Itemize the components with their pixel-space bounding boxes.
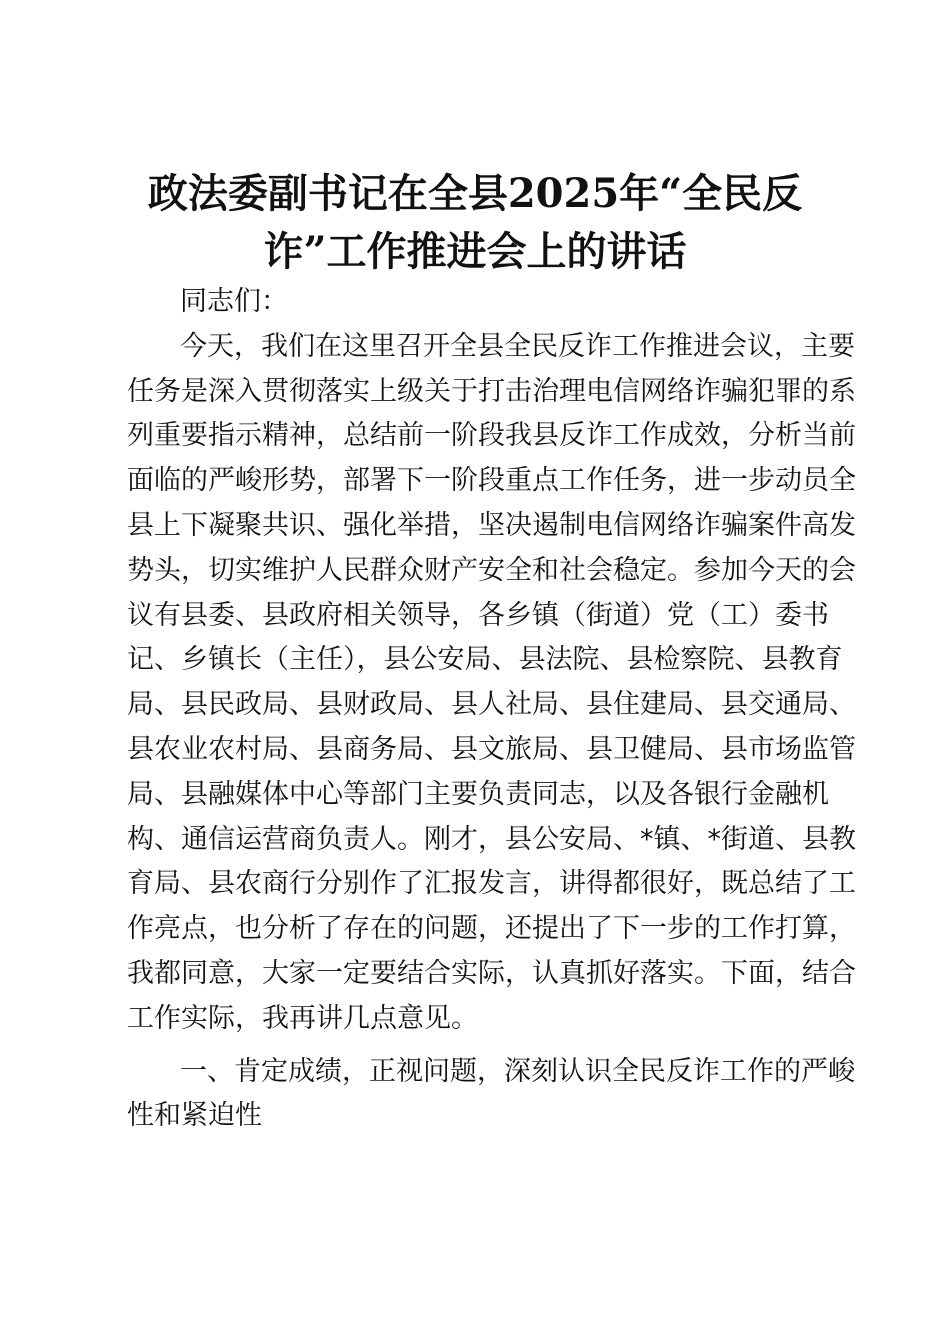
paragraph-line: 局、县融媒体中心等部门主要负责同志，以及各银行金融机 — [127, 778, 829, 810]
title-line: 诈”工作推进会上的讲话 — [263, 228, 687, 275]
paragraph-1 — [127, 325, 856, 1042]
paragraph-line: 议有县委、县政府相关领导，各乡镇（街道）党（工）委书 — [127, 599, 829, 631]
paragraph-gap — [127, 1042, 820, 1050]
paragraph-line: 势头，切实维护人民群众财产安全和社会稳定。参加今天的会 — [127, 554, 856, 586]
paragraph-line: 作亮点，也分析了存在的问题，还提出了下一步的工作打算， — [127, 913, 856, 945]
paragraph-line: 构、通信运营商负责人。刚才，县公安局、*镇、*街道、县教 — [127, 823, 856, 855]
salutation: 同志们： — [180, 286, 288, 317]
paragraph-line: 今天，我们在这里召开全县全民反诈工作推进会议，主要 — [180, 330, 855, 362]
paragraph-line: 记、乡镇长（主任），县公安局、县法院、县检察院、县教育 — [127, 644, 843, 676]
document-body — [127, 280, 856, 1139]
paragraph-line: 工作实际，我再讲几点意见。 — [127, 1002, 478, 1034]
paragraph-line: 任务是深入贯彻落实上级关于打击治理电信网络诈骗犯罪的系 — [127, 375, 856, 407]
section-1-heading — [127, 1050, 855, 1140]
paragraph-line: 我都同意，大家一定要结合实际，认真抓好落实。下面，结合 — [127, 957, 856, 989]
paragraph-line: 列重要指示精神，总结前一阶段我县反诈工作成效，分析当前 — [127, 420, 856, 452]
document-title — [110, 165, 840, 281]
paragraph-line: 面临的严峻形势，部署下一阶段重点工作任务，进一步动员全 — [127, 465, 856, 497]
paragraph-line: 局、县民政局、县财政局、县人社局、县住建局、县交通局、 — [127, 689, 856, 721]
title-line: 政法委副书记在全县2025年“全民反 — [147, 170, 803, 217]
paragraph-line: 县农业农村局、县商务局、县文旅局、县卫健局、县市场监管 — [127, 733, 856, 765]
section-heading-line: 一、肯定成绩，正视问题，深刻认识全民反诈工作的严峻 — [180, 1055, 855, 1087]
section-heading-line: 性和紧迫性 — [127, 1100, 262, 1132]
paragraph-line: 育局、县农商行分别作了汇报发言，讲得都很好，既总结了工 — [127, 868, 856, 900]
paragraph-line: 县上下凝聚共识、强化举措，坚决遏制电信网络诈骗案件高发 — [127, 509, 856, 541]
